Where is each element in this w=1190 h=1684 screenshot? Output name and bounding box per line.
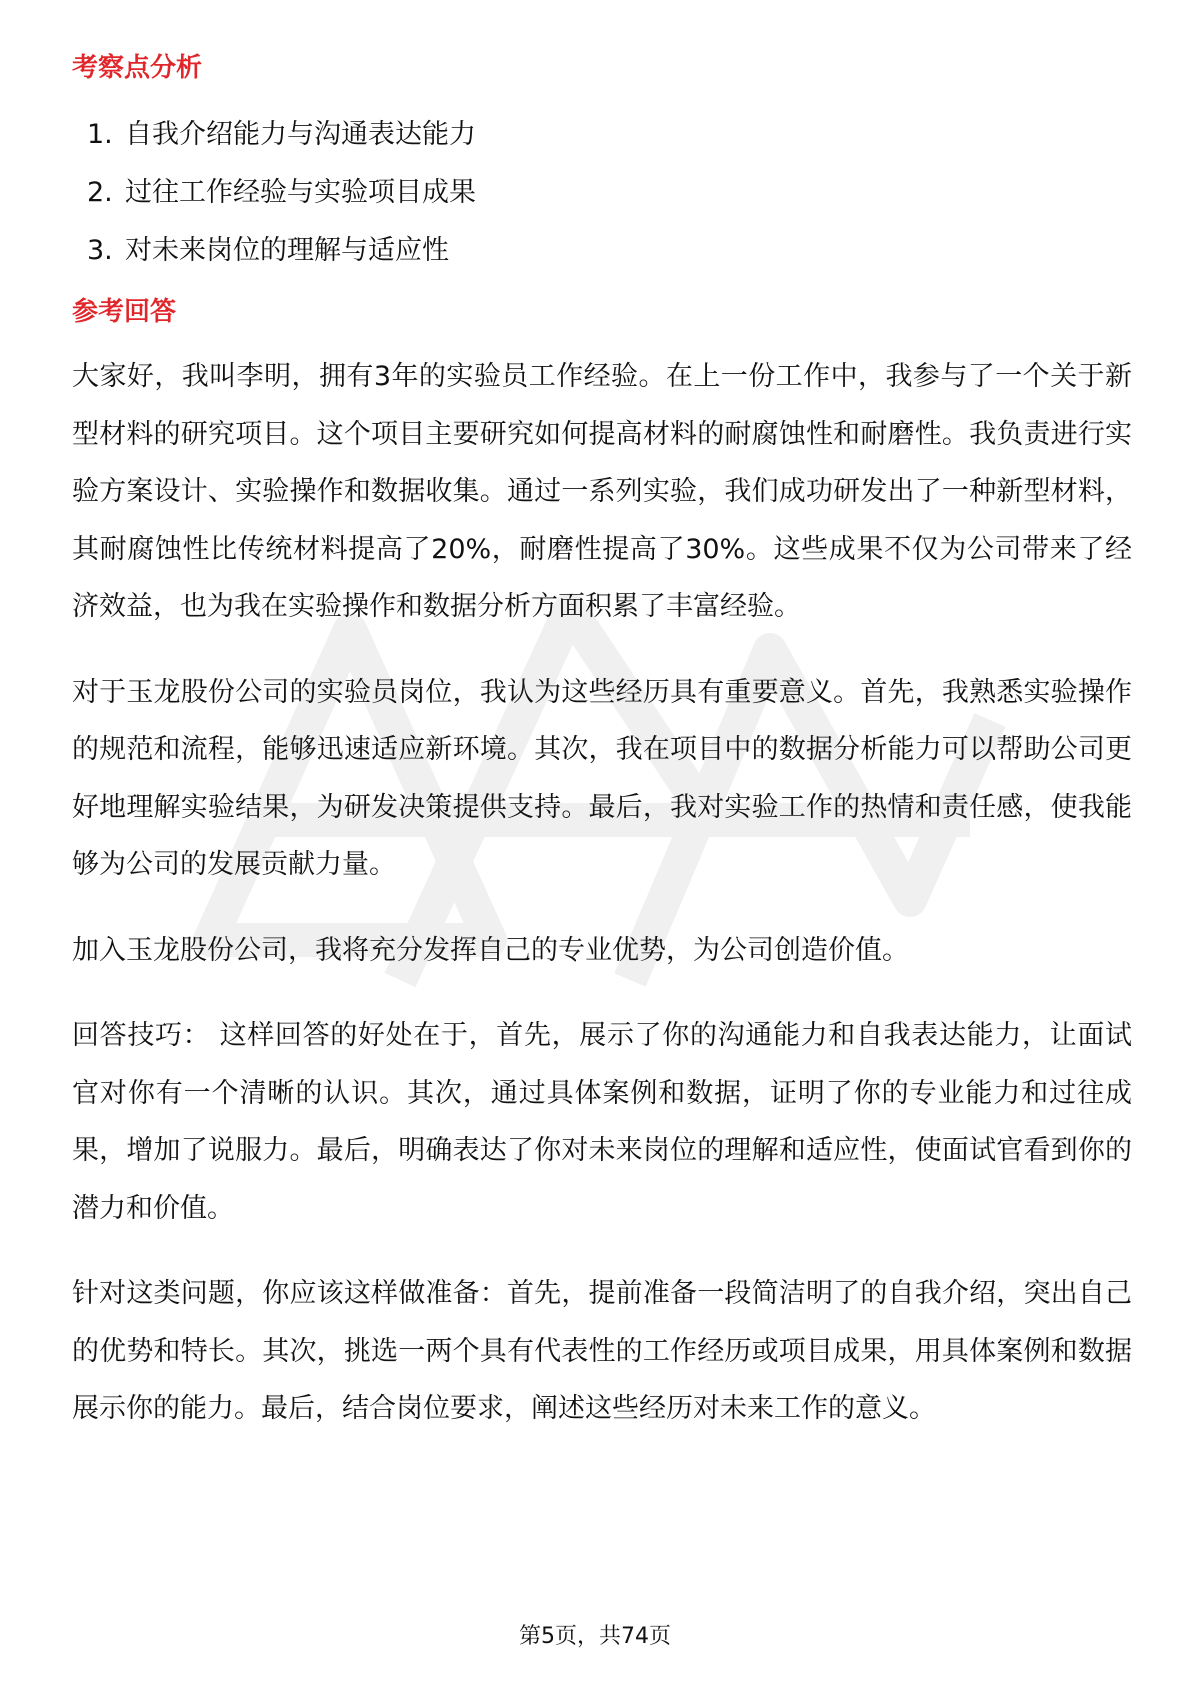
list-item-text: 自我介绍能力与沟通表达能力 xyxy=(125,119,476,150)
list-item xyxy=(72,222,1132,280)
list-item-text: 过往工作经验与实验项目成果 xyxy=(125,177,476,208)
list-item-number: 3. xyxy=(87,235,113,266)
document-content xyxy=(72,48,1132,1466)
answer-paragraph-closing: 加入玉龙股份公司，我将充分发挥自己的专业优势，为公司创造价值。 xyxy=(72,934,909,966)
answer-paragraph-relevance: 对于玉龙股份公司的实验员岗位，我认为这些经历具有重要意义。首先，我熟悉实验操作的规范和流程，能够迅速适应新环境。其次，我在项目中的数据分析能力可以帮助公司更好地理解实验结果，为研发决策提供支持。最后，我对实验工作的热情和责任感，使我能够为公司的发展贡献力量。 xyxy=(72,676,1132,880)
answer-heading: 参考回答 xyxy=(72,297,177,327)
preparation-paragraph: 针对这类问题，你应该这样做准备：首先，提前准备一段简洁明了的自我介绍，突出自己的优势和特长。其次，挑选一两个具有代表性的工作经历或项目成果，用具体案例和数据展示你的能力。最后，结合岗位要求，阐述这些经历对未来工作的意义。 xyxy=(72,1278,1132,1424)
analysis-heading: 考察点分析 xyxy=(72,53,203,83)
list-item xyxy=(72,164,1132,222)
list-item-text: 对未来岗位的理解与适应性 xyxy=(125,235,449,266)
list-item-number: 2. xyxy=(87,177,113,208)
answer-paragraph-intro: 大家好，我叫李明，拥有3年的实验员工作经验。在上一份工作中，我参与了一个关于新型材料的研究项目。这个项目主要研究如何提高材料的耐腐蚀性和耐磨性。我负责进行实验方案设计、实验操作和数据收集。通过一系列实验，我们成功研发出了一种新型材料，其耐腐蚀性比传统材料提高了20%，耐磨性提高了30%。这些成果不仅为公司带来了经济效益，也为我在实验操作和数据分析方面积累了丰富经验。 xyxy=(72,361,1132,622)
list-item xyxy=(72,106,1132,164)
analysis-list xyxy=(72,106,1132,280)
list-item-number: 1. xyxy=(87,119,113,150)
page-number: 第5页，共74页 xyxy=(519,1624,671,1649)
answer-tips-paragraph: 回答技巧： 这样回答的好处在于，首先，展示了你的沟通能力和自我表达能力，让面试官对你有一个清晰的认识。其次，通过具体案例和数据，证明了你的专业能力和过往成果，增加了说服力。最后，明确表达了你对未来岗位的理解和适应性，使面试官看到你的潜力和价值。 xyxy=(72,1020,1132,1224)
